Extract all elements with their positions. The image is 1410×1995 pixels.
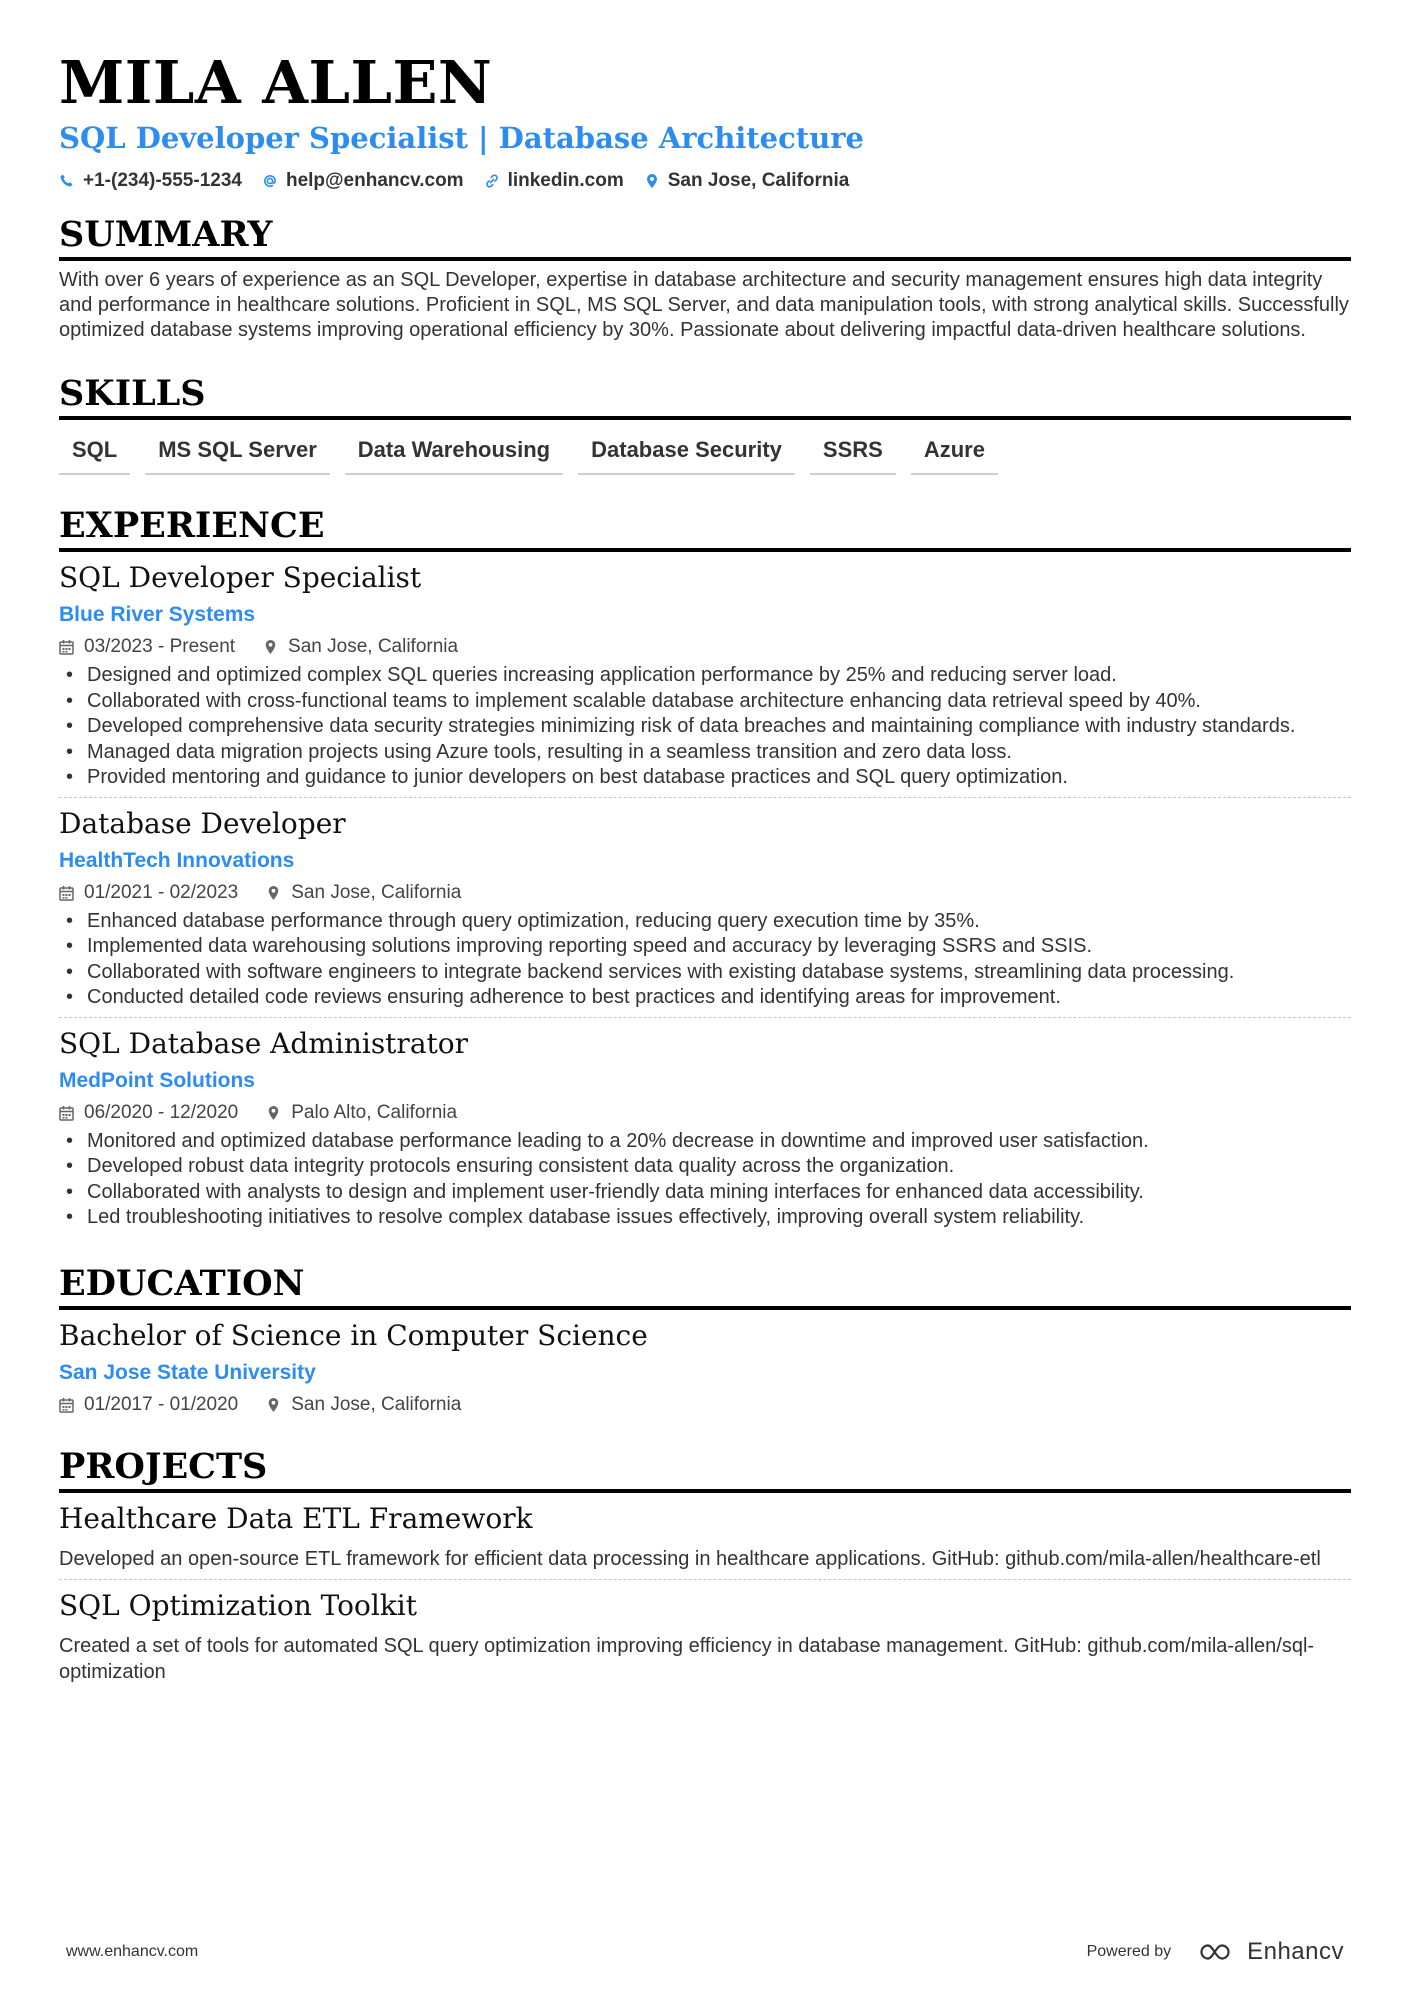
candidate-name: MILA ALLEN — [59, 48, 493, 117]
experience-entry — [59, 804, 1351, 1018]
skill-tag: Azure — [911, 432, 998, 475]
bullet-item: • Provided mentoring and guidance to junior developers on best database practices and SQL query optimization. — [59, 765, 1351, 791]
company-name: HealthTech Innovations — [59, 848, 295, 872]
education-dates: 01/2017 - 01/2020 — [84, 1393, 239, 1415]
linkedin-text: linkedin.com — [507, 170, 624, 191]
skill-tag: SSRS — [810, 432, 896, 475]
contact-row — [59, 170, 1351, 192]
job-dates: 01/2021 - 02/2023 — [84, 881, 239, 903]
bullet-item: • Developed comprehensive data security strategies minimizing risk of data breaches and maintaining compliance with industry standards. — [59, 714, 1351, 740]
education-heading: EDUCATION — [59, 1263, 1351, 1310]
projects-section — [59, 1446, 1351, 1693]
skills-section — [59, 373, 1351, 475]
summary-heading: SUMMARY — [59, 214, 1351, 261]
skill-tag: Database Security — [578, 432, 795, 475]
skills-list — [59, 432, 1351, 475]
calendar-icon — [59, 885, 74, 901]
footer-branding — [1087, 1938, 1344, 1966]
candidate-title: SQL Developer Specialist | Database Architecture — [59, 121, 865, 155]
link-icon — [484, 173, 500, 189]
job-meta — [59, 880, 1351, 906]
job-location: Palo Alto, California — [291, 1101, 458, 1123]
bullet-item: • Enhanced database performance through query optimization, reducing query execution time by 35%. — [59, 909, 1351, 935]
location-icon — [266, 885, 281, 901]
footer — [66, 1938, 1344, 1966]
contact-location — [644, 170, 850, 192]
experience-entry — [59, 1024, 1351, 1237]
job-location: San Jose, California — [291, 881, 462, 903]
bullet-item: • Monitored and optimized database performance leading to a 20% decrease in downtime and improved user satisfaction. — [59, 1129, 1351, 1155]
bullet-item: • Led troubleshooting initiatives to resolve complex database issues effectively, improving overall system reliability. — [59, 1205, 1351, 1231]
header — [59, 50, 1351, 192]
at-icon — [262, 173, 278, 189]
experience-entry — [59, 558, 1351, 798]
job-title: Database Developer — [59, 806, 346, 840]
skill-tag: Data Warehousing — [345, 432, 563, 475]
email-text: help@enhancv.com — [285, 170, 464, 191]
job-title: SQL Database Administrator — [59, 1026, 469, 1060]
projects-heading: PROJECTS — [59, 1446, 1351, 1493]
job-title: SQL Developer Specialist — [59, 561, 422, 594]
calendar-icon — [59, 639, 74, 655]
project-title: SQL Optimization Toolkit — [59, 1589, 418, 1622]
calendar-icon — [59, 1397, 74, 1413]
project-title: Healthcare Data ETL Framework — [59, 1501, 533, 1535]
job-dates: 03/2023 - Present — [84, 636, 236, 657]
education-meta — [59, 1392, 1351, 1418]
phone-text: +1-(234)-555-1234 — [83, 170, 242, 191]
job-location: San Jose, California — [288, 636, 459, 657]
job-dates: 06/2020 - 12/2020 — [84, 1101, 239, 1123]
bullet-item: • Collaborated with software engineers to integrate backend services with existing database systems, streamlining data processing. — [59, 960, 1351, 986]
contact-phone[interactable] — [59, 170, 242, 192]
job-meta — [59, 634, 1351, 660]
job-meta — [59, 1100, 1351, 1126]
project-description: Developed an open-source ETL framework for efficient data processing in healthcare applications. GitHub: github.com/mila-allen/healthcare-etl — [59, 1547, 1321, 1570]
company-name: MedPoint Solutions — [59, 1068, 255, 1092]
project-description: Created a set of tools for automated SQL query optimization improving efficiency in database management. GitHub: github.com/mila-allen/sql-optimization — [59, 1635, 1315, 1683]
summary-section — [59, 214, 1351, 343]
skills-heading: SKILLS — [59, 373, 1351, 420]
location-icon — [266, 1105, 281, 1121]
phone-icon — [59, 173, 75, 189]
enhancv-logo[interactable] — [1197, 1938, 1344, 1966]
bullet-item: • Developed robust data integrity protocols ensuring consistent data quality across the organization. — [59, 1154, 1351, 1180]
contact-email[interactable] — [262, 170, 464, 192]
company-name: Blue River Systems — [59, 603, 256, 626]
location-icon — [644, 173, 660, 189]
job-bullets — [59, 909, 1351, 1011]
experience-heading: EXPERIENCE — [59, 505, 1351, 552]
bullet-item: • Collaborated with cross-functional teams to implement scalable database architecture enhancing data retrieval speed by 40%. — [59, 689, 1351, 715]
project-entry — [59, 1499, 1351, 1581]
calendar-icon — [59, 1105, 74, 1121]
brand-name: Enhancv — [1247, 1938, 1344, 1965]
experience-section — [59, 505, 1351, 1237]
job-bullets — [59, 663, 1351, 791]
project-entry — [59, 1586, 1351, 1692]
education-section — [59, 1263, 1351, 1418]
school-name: San Jose State University — [59, 1360, 316, 1384]
bullet-item: • Managed data migration projects using Azure tools, resulting in a seamless transition and zero data loss. — [59, 740, 1351, 766]
education-location: San Jose, California — [291, 1393, 462, 1415]
summary-text: With over 6 years of experience as an SQL Developer, expertise in database architecture and security management ensures high data integrity and performance in healthcare solutions. Proficient in SQL, MS SQL Server, and data manipulation tools, with strong analytical skills. Successfully optimized database systems improving operational efficiency by 30%. Passionate about delivering impactful data-driven healthcare solutions. — [59, 269, 1349, 341]
degree-title: Bachelor of Science in Computer Science — [59, 1318, 648, 1352]
bullet-item: • Conducted detailed code reviews ensuring adherence to best practices and identifying areas for improvement. — [59, 985, 1351, 1011]
contact-linkedin[interactable] — [484, 170, 624, 192]
footer-url[interactable]: www.enhancv.com — [66, 1943, 199, 1960]
job-bullets — [59, 1129, 1351, 1231]
location-icon — [263, 639, 278, 655]
bullet-item: • Implemented data warehousing solutions improving reporting speed and accuracy by leveraging SSRS and SSIS. — [59, 934, 1351, 960]
location-text: San Jose, California — [667, 170, 850, 191]
skill-tag: SQL — [59, 432, 130, 475]
powered-by-label: Powered by — [1086, 1943, 1172, 1960]
bullet-item: • Designed and optimized complex SQL queries increasing application performance by 25% and reducing server load. — [59, 663, 1351, 689]
bullet-item: • Collaborated with analysts to design and implement user-friendly data mining interfaces for enhanced data accessibility. — [59, 1180, 1351, 1206]
skill-tag: MS SQL Server — [145, 432, 330, 475]
location-icon — [266, 1397, 281, 1413]
infinity-logo-icon — [1197, 1941, 1239, 1963]
